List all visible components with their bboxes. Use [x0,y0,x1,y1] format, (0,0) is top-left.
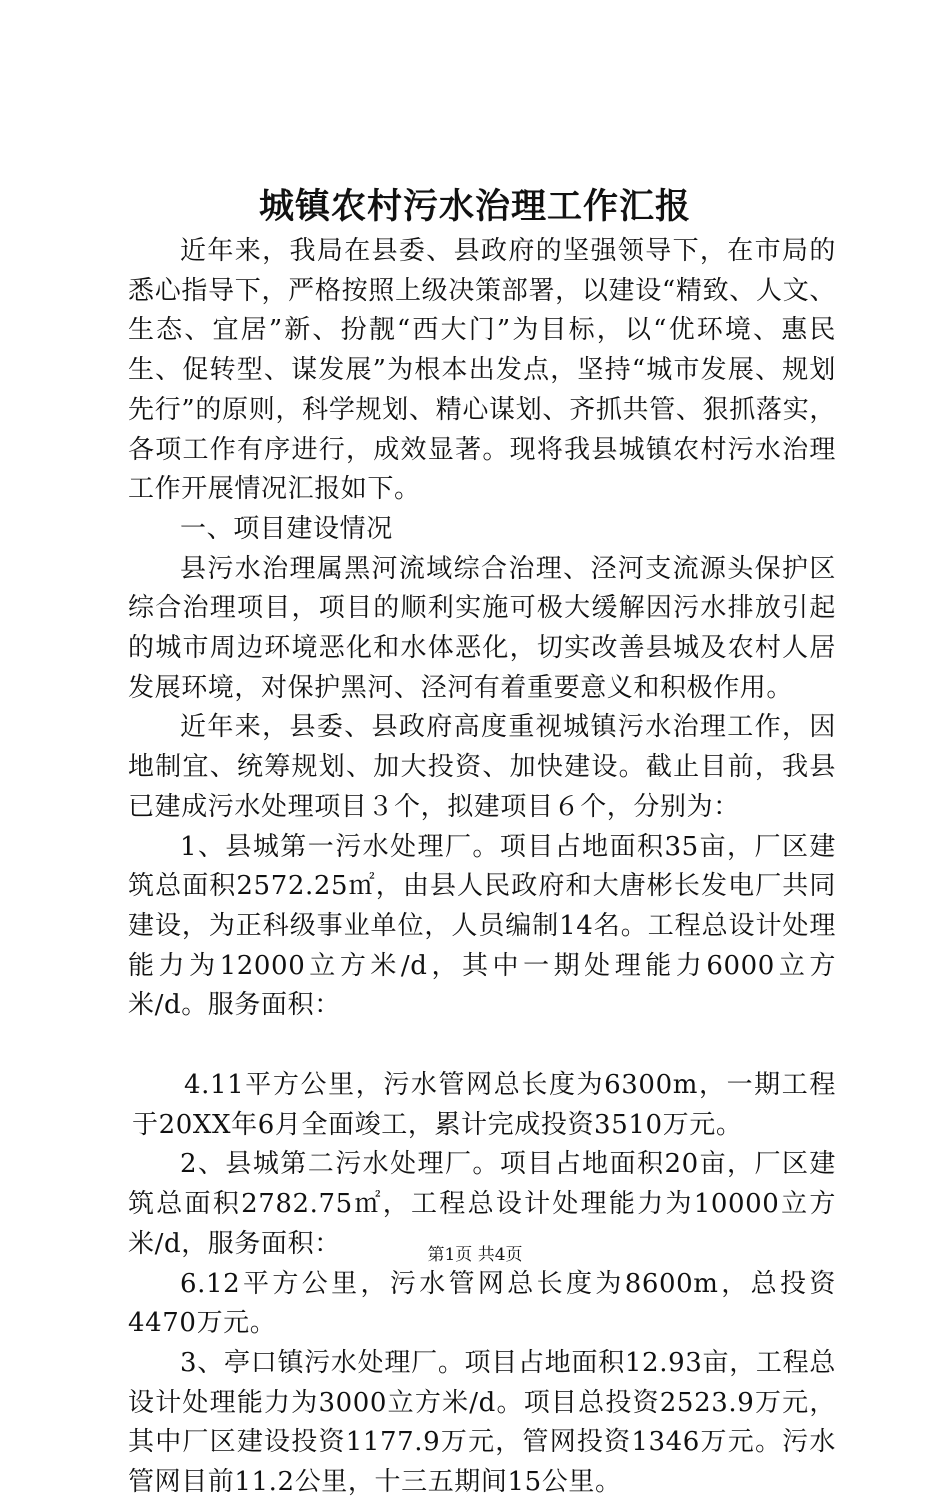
paragraph-plant-2-cont: 6.12平方公里，污水管网总长度为8600m，总投资4470万元。 [128,1268,836,1339]
paragraph-plant-1: 1、县城第一污水处理厂。项目占地面积35亩，厂区建筑总面积2572.25㎡，由县人民政府和大唐彬长发电厂共同建设，为正科级事业单位，人员编制14名。工程总设计处理能力为12000立方米/d，其中一期处理能力6000立方米/d。服务面积： [128,831,836,1021]
paragraph-plant-3: 3、亭口镇污水处理厂。项目占地面积12.93亩，工程总设计处理能力为3000立方米/d。项目总投资2523.9万元，其中厂区建设投资1177.9万元，管网投资1346万元。污水管网目前11.2公里，十三五期间15公里。 [128,1347,836,1498]
page-number: 第1页 共4页 [427,1245,523,1265]
section-heading: 一、项目建设情况 [180,513,393,544]
paragraph-progress: 近年来，县委、县政府高度重视城镇污水治理工作，因地制宜、统筹规划、加大投资、加快建设。截止目前，我县已建成污水处理项目３个，拟建项目６个，分别为： [128,712,836,822]
blank-line [128,1026,836,1066]
paragraph-intro: 近年来，我局在县委、县政府的坚强领导下，在市局的悉心指导下，严格按照上级决策部署，以建设“精致、人文、生态、宜居”新、扮靓“西大门”为目标，以“优环境、惠民生、促转型、谋发展”为根本出发点，坚持“城市发展、规划先行”的原则，科学规划、精心谋划、齐抓共管、狠抓落实，各项工作有序进行，成效显著。现将我县城镇农村污水治理工作开展情况汇报如下。 [128,236,836,505]
document-title: 城镇农村污水治理工作汇报 [258,186,691,227]
paragraph-overview: 县污水治理属黑河流域综合治理、泾河支流源头保护区综合治理项目，项目的顺利实施可极大缓解因污水排放引起的城市周边环境恶化和水体恶化，切实改善县城及农村人居发展环境，对保护黑河、泾河有着重要意义和积极作用。 [128,553,836,703]
paragraph-plant-1-cont: 4.11平方公里，污水管网总长度为6300m，一期工程于20XX年6月全面竣工，累计完成投资3510万元。 [132,1070,836,1140]
paragraph-plant-2: 2、县城第二污水处理厂。项目占地面积20亩，厂区建筑总面积2782.75㎡，工程总设计处理能力为10000立方米/d，服务面积： [128,1149,836,1259]
document-body [128,232,836,1503]
